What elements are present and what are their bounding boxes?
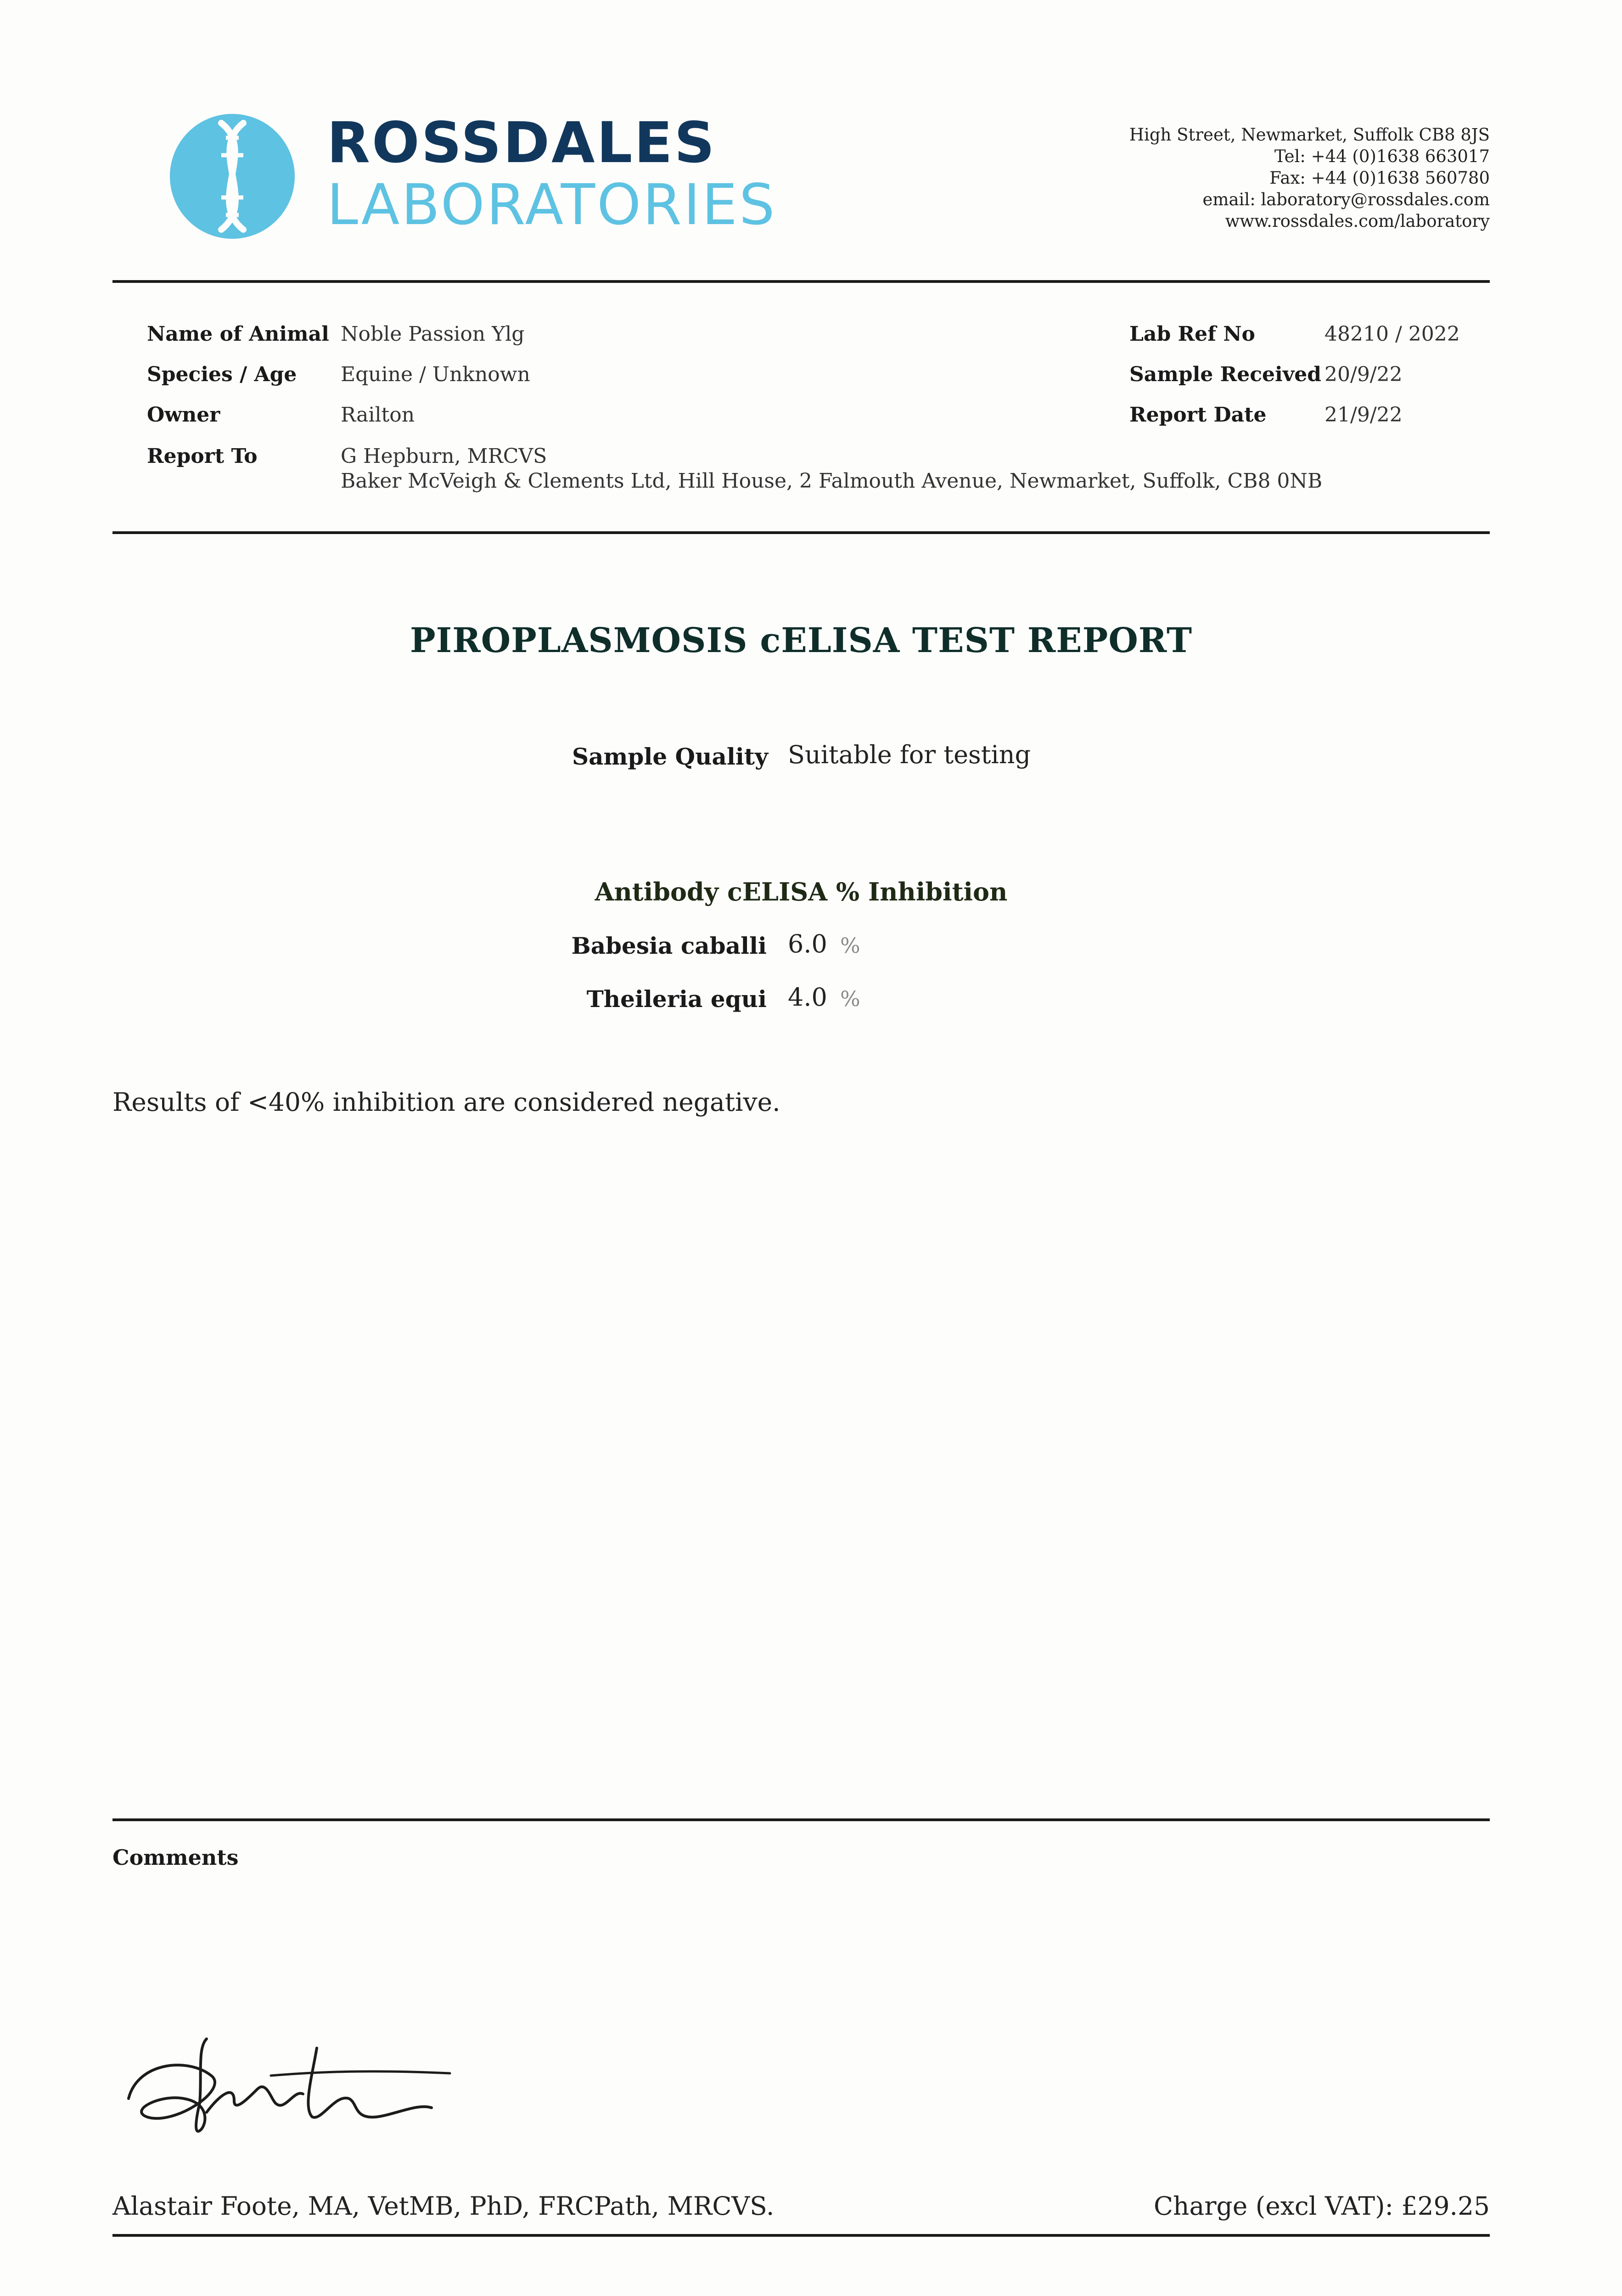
result-unit: % xyxy=(840,933,860,958)
result-label: Babesia caballi xyxy=(571,932,767,959)
header-divider xyxy=(112,280,1490,283)
report-to-label: Report To xyxy=(147,445,258,468)
comments-divider xyxy=(112,1818,1490,1821)
footer-divider xyxy=(112,2234,1490,2237)
name-label: Name of Animal xyxy=(147,322,329,346)
phone-line: Tel: +44 (0)1638 663017 xyxy=(1274,146,1490,166)
brand-name-line2: LABORATORIES xyxy=(327,172,777,237)
report-to-line2: Baker McVeigh & Clements Ltd, Hill House, 2 Falmouth Avenue, Newmarket, Suffolk, CB8 0NB xyxy=(341,469,1323,493)
info-divider xyxy=(112,531,1490,534)
signatory-name: Alastair Foote, MA, VetMB, PhD, FRCPath, MRCVS. xyxy=(112,2191,775,2221)
email-line[interactable]: email: laboratory@rossdales.com xyxy=(1202,190,1490,209)
dna-helix-icon xyxy=(170,114,295,239)
name-value: Noble Passion Ylg xyxy=(341,322,525,346)
website-line[interactable]: www.rossdales.com/laboratory xyxy=(1225,211,1490,231)
result-value: 4.0 xyxy=(788,983,827,1012)
lab-ref-label: Lab Ref No xyxy=(1129,322,1255,346)
sample-received-label: Sample Received xyxy=(1129,363,1322,386)
owner-value: Railton xyxy=(341,403,415,427)
brand-name-line1: ROSSDALES xyxy=(327,110,717,175)
charge-amount: Charge (excl VAT): £29.25 xyxy=(1153,2191,1490,2221)
signature xyxy=(119,2020,468,2144)
sample-quality-value: Suitable for testing xyxy=(788,740,1031,769)
lab-ref-value: 48210 / 2022 xyxy=(1325,322,1460,346)
result-label: Theileria equi xyxy=(586,985,767,1013)
result-value: 6.0 xyxy=(788,929,827,958)
report-title: PIROPLASMOSIS cELISA TEST REPORT xyxy=(410,621,1193,660)
report-to-line1: G Hepburn, MRCVS xyxy=(341,445,547,468)
report-date-label: Report Date xyxy=(1129,403,1267,427)
result-unit: % xyxy=(840,986,860,1011)
logo-circle xyxy=(170,114,295,239)
interpretation-note: Results of <40% inhibition are considered negative. xyxy=(112,1087,780,1117)
species-label: Species / Age xyxy=(147,363,297,386)
report-date-value: 21/9/22 xyxy=(1325,403,1403,427)
sample-received-value: 20/9/22 xyxy=(1325,363,1403,386)
comments-label: Comments xyxy=(112,1845,239,1870)
species-value: Equine / Unknown xyxy=(341,363,530,386)
owner-label: Owner xyxy=(147,403,220,427)
contact-block xyxy=(941,124,1490,232)
antibody-section-title: Antibody cELISA % Inhibition xyxy=(595,877,1008,906)
sample-quality-label: Sample Quality xyxy=(572,743,768,770)
address-line: High Street, Newmarket, Suffolk CB8 8JS xyxy=(1129,125,1490,145)
fax-line: Fax: +44 (0)1638 560780 xyxy=(1269,168,1490,188)
